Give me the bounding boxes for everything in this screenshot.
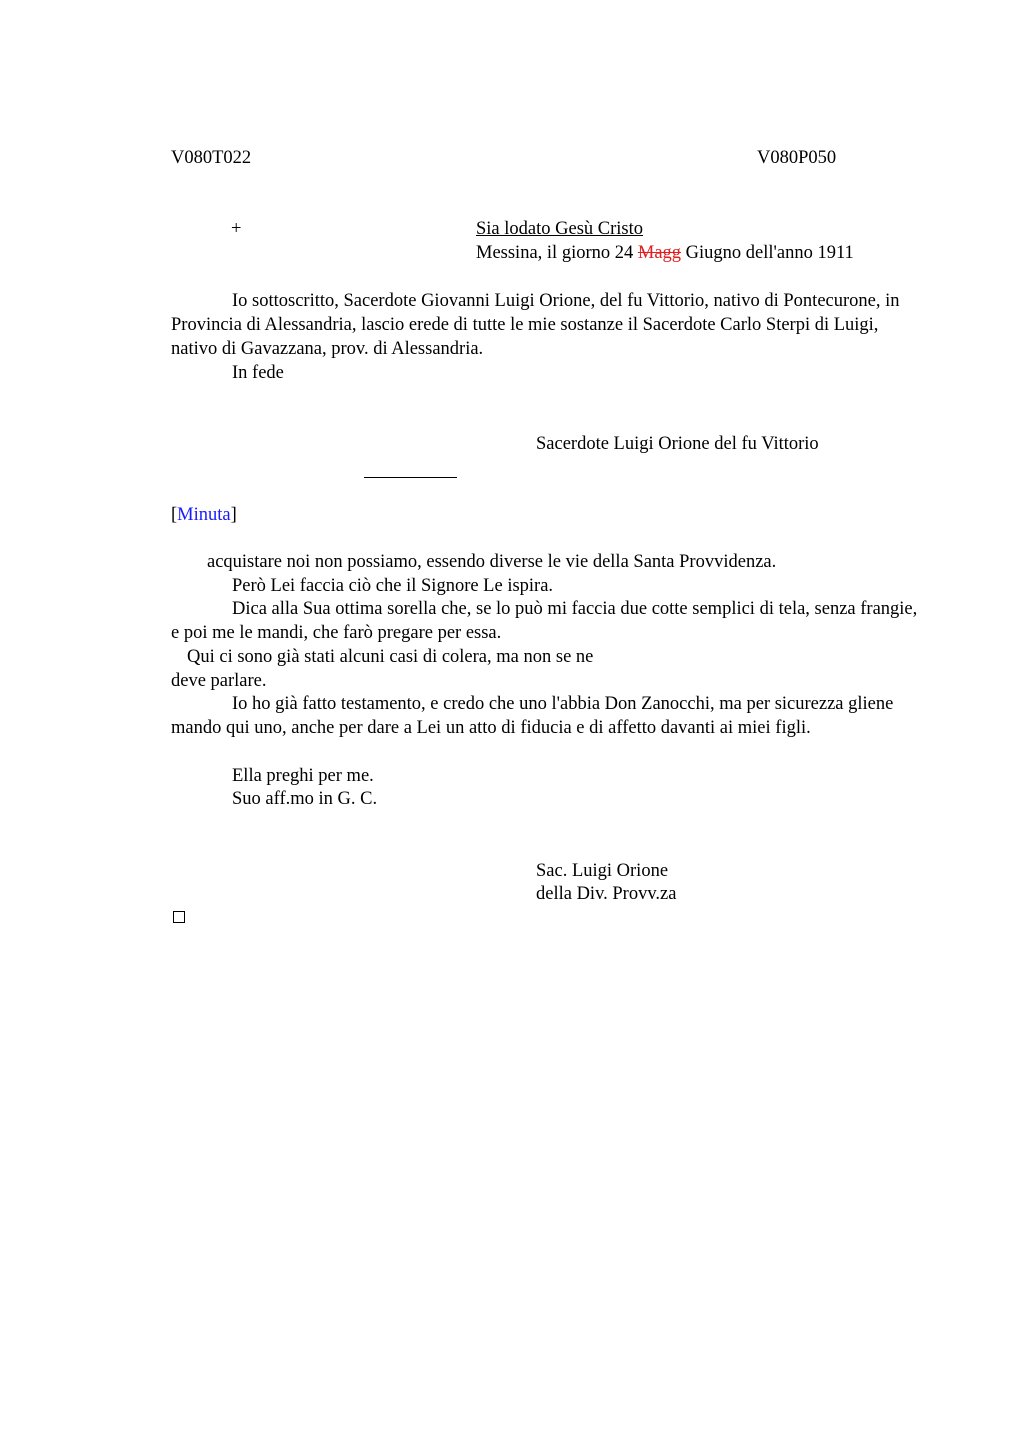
cross-symbol: + [231, 219, 242, 239]
invocation-heading: Sia lodato Gesù Cristo [476, 219, 644, 239]
draft-line: deve parlare. [171, 671, 267, 691]
minuta-open-bracket: [ [171, 505, 178, 525]
separator-line [364, 477, 457, 478]
checkbox-icon [173, 911, 185, 923]
draft-line: Qui ci sono già stati alcuni casi di colera, ma non se ne [187, 647, 594, 667]
minuta-close-bracket: ] [230, 505, 237, 525]
draft-closing: Suo aff.mo in G. C. [232, 789, 378, 809]
testament-body: Io sottoscritto, Sacerdote Giovanni Luigi Orione, del fu Vittorio, nativo di Pontecurone, in Provincia di Alessandria, lascio erede di tutte le mie sostanze il Sacerdote Carlo Sterpi di Luigi, nativo di Gavazzana, prov. di Alessandria. [171, 291, 900, 359]
draft-signature-name: Sac. Luigi Orione [536, 861, 669, 881]
draft-line: Però Lei faccia ciò che il Signore Le ispira. [232, 576, 554, 596]
document-code-left: V080T022 [171, 148, 252, 168]
minuta-text: Minuta [177, 505, 231, 525]
date-suffix: Giugno dell'anno 1911 [681, 243, 854, 263]
testament-closing: In fede [232, 363, 284, 383]
struck-correction: Magg [637, 243, 682, 263]
place-date-line [476, 241, 854, 265]
testament-signature: Sacerdote Luigi Orione del fu Vittorio [536, 434, 819, 454]
date-prefix: Messina, il giorno 24 [476, 243, 638, 263]
draft-line: acquistare noi non possiamo, essendo diverse le vie della Santa Provvidenza. [207, 552, 777, 572]
document-code-right: V080P050 [757, 148, 837, 168]
minuta-label [171, 503, 237, 527]
draft-line: Ella preghi per me. [232, 766, 374, 786]
draft-paragraph: Io ho già fatto testamento, e credo che uno l'abbia Don Zanocchi, ma per sicurezza gliene mando qui uno, anche per dare a Lei un atto di fiducia e di affetto davanti ai miei figli. [171, 694, 894, 738]
draft-signature-title: della Div. Provv.za [536, 884, 677, 904]
draft-paragraph: Dica alla Sua ottima sorella che, se lo può mi faccia due cotte semplici di tela, senza frangie, e poi me le mandi, che farò pregare per essa. [171, 599, 918, 643]
